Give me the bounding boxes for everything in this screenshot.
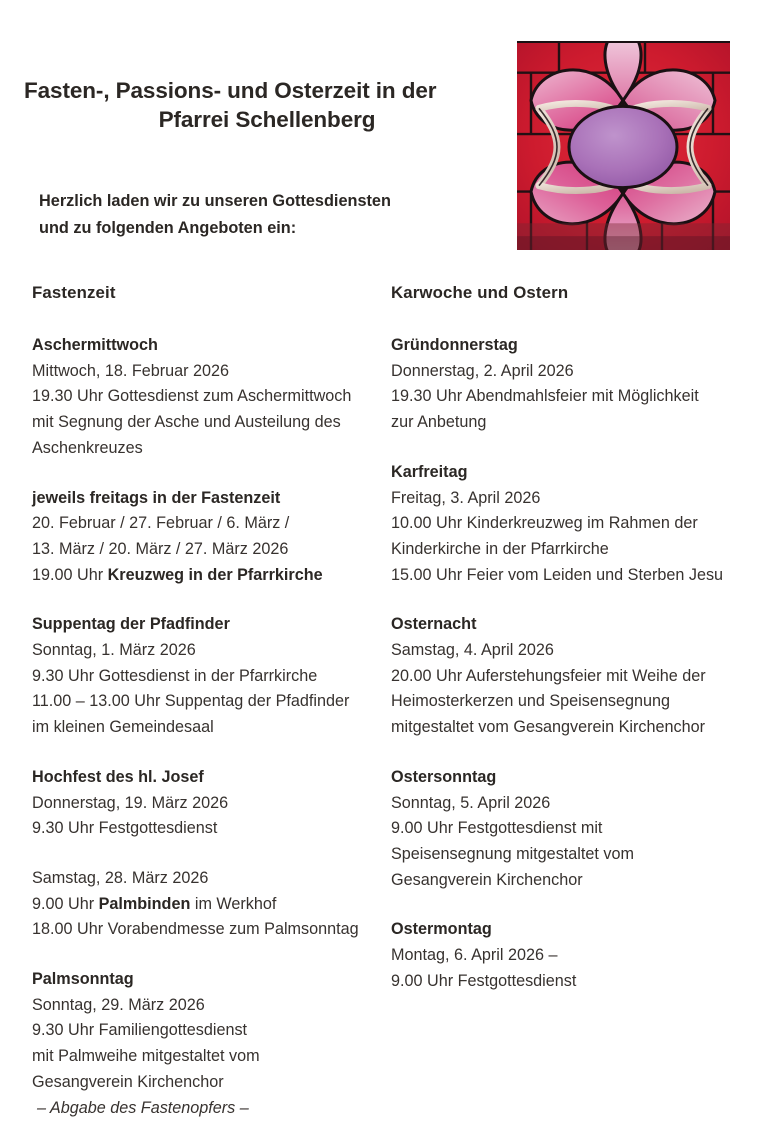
event-line: 9.00 Uhr Festgottesdienst bbox=[391, 971, 577, 990]
event-block bbox=[391, 765, 736, 894]
event-line: im kleinen Gemeindesaal bbox=[32, 718, 214, 737]
event-line-emphasis: Kreuzweg in der Pfarrkirche bbox=[107, 565, 323, 584]
column-title-left: Fastenzeit bbox=[32, 283, 116, 302]
event-line: Freitag, 3. April 2026 bbox=[391, 488, 541, 507]
page-title-line-2: Pfarrei Schellenberg bbox=[158, 107, 376, 132]
event-block bbox=[32, 866, 377, 943]
event-line: 11.00 – 13.00 Uhr Suppentag der Pfadfinder bbox=[32, 692, 350, 711]
event-heading: Hochfest des hl. Josef bbox=[32, 767, 204, 786]
event-line: 18.00 Uhr Vorabendmesse zum Palmsonntag bbox=[32, 920, 359, 939]
event-line: Kinderkirche in der Pfarrkirche bbox=[391, 539, 609, 558]
event-line: Donnerstag, 19. März 2026 bbox=[32, 793, 229, 812]
event-line: 9.30 Uhr Familiengottesdienst bbox=[32, 1021, 248, 1040]
event-heading: Ostermontag bbox=[391, 920, 492, 939]
event-line: mitgestaltet vom Gesangverein Kirchenchor bbox=[391, 718, 706, 737]
event-block bbox=[32, 967, 377, 1121]
event-line: 9.00 Uhr Festgottesdienst mit bbox=[391, 819, 603, 838]
event-block bbox=[32, 765, 377, 842]
column-fastenzeit bbox=[32, 283, 377, 1121]
event-line: Sonntag, 1. März 2026 bbox=[32, 641, 196, 660]
event-block bbox=[32, 612, 377, 741]
event-line: Gesangverein Kirchenchor bbox=[391, 870, 583, 889]
event-heading: Suppentag der Pfadfinder bbox=[32, 615, 230, 634]
event-heading: Karfreitag bbox=[391, 462, 468, 481]
event-line: 19.30 Uhr Abendmahlsfeier mit Möglichkeit bbox=[391, 387, 699, 406]
event-line: 20.00 Uhr Auferstehungsfeier mit Weihe der bbox=[391, 666, 706, 685]
event-line: Aschenkreuzes bbox=[32, 438, 143, 457]
event-line: Sonntag, 29. März 2026 bbox=[32, 995, 205, 1014]
event-line: Speisensegnung mitgestaltet vom bbox=[391, 844, 634, 863]
event-line: Gesangverein Kirchenchor bbox=[32, 1072, 224, 1091]
event-line: Donnerstag, 2. April 2026 bbox=[391, 361, 574, 380]
page-title bbox=[24, 76, 510, 134]
event-heading: Ostersonntag bbox=[391, 767, 497, 786]
event-line: 13. März / 20. März / 27. März 2026 bbox=[32, 539, 289, 558]
event-heading: Aschermittwoch bbox=[32, 336, 158, 354]
event-line: Heimosterkerzen und Speisensegnung bbox=[391, 692, 670, 711]
document-header bbox=[0, 0, 763, 262]
column-karwoche-ostern bbox=[391, 283, 736, 994]
event-block bbox=[391, 333, 736, 436]
page-title-line-1: Fasten-, Passions- und Osterzeit in der bbox=[24, 78, 437, 103]
event-heading: Gründonnerstag bbox=[391, 336, 518, 354]
event-line: 9.30 Uhr Festgottesdienst bbox=[32, 819, 218, 838]
intro-line-2: und zu folgenden Angeboten ein: bbox=[39, 219, 297, 237]
event-line: Sonntag, 5. April 2026 bbox=[391, 793, 551, 812]
event-line: zur Anbetung bbox=[391, 413, 487, 432]
intro-line-1: Herzlich laden wir zu unseren Gottesdiensten bbox=[39, 192, 391, 210]
event-line: 15.00 Uhr Feier vom Leiden und Sterben Jesu bbox=[391, 565, 724, 584]
event-block bbox=[32, 486, 377, 589]
stained-glass-window-image bbox=[517, 41, 730, 250]
event-heading: jeweils freitags in der Fastenzeit bbox=[32, 488, 281, 507]
event-line: mit Palmweihe mitgestaltet vom bbox=[32, 1047, 260, 1066]
event-block bbox=[32, 333, 377, 462]
column-left-blocks bbox=[32, 333, 377, 1121]
event-line: 9.00 Uhr Palmbinden im Werkhof bbox=[32, 894, 277, 913]
stained-glass-rosette-icon bbox=[517, 43, 730, 250]
event-line: 20. Februar / 27. Februar / 6. März / bbox=[32, 514, 290, 533]
event-line: – Abgabe des Fastenopfers – bbox=[37, 1098, 249, 1117]
column-title-right: Karwoche und Ostern bbox=[391, 283, 569, 302]
event-heading: Osternacht bbox=[391, 615, 477, 634]
event-line: Mittwoch, 18. Februar 2026 bbox=[32, 361, 230, 380]
event-line-emphasis: Palmbinden bbox=[98, 894, 191, 913]
event-block bbox=[391, 460, 736, 589]
event-line: Samstag, 28. März 2026 bbox=[32, 868, 209, 887]
event-heading: Palmsonntag bbox=[32, 970, 134, 989]
event-line: 19.00 Uhr Kreuzweg in der Pfarrkirche bbox=[32, 565, 323, 584]
event-line: 9.30 Uhr Gottesdienst in der Pfarrkirche bbox=[32, 666, 318, 685]
event-line: 10.00 Uhr Kinderkreuzweg im Rahmen der bbox=[391, 514, 698, 533]
event-line: 19.30 Uhr Gottesdienst zum Aschermittwoch bbox=[32, 387, 352, 406]
event-line: Samstag, 4. April 2026 bbox=[391, 641, 554, 660]
event-line: Montag, 6. April 2026 – bbox=[391, 946, 558, 965]
event-block bbox=[391, 612, 736, 741]
column-right-blocks bbox=[391, 333, 736, 994]
event-line: mit Segnung der Asche und Austeilung des bbox=[32, 413, 341, 432]
intro-paragraph bbox=[39, 188, 509, 242]
event-block bbox=[391, 917, 736, 994]
